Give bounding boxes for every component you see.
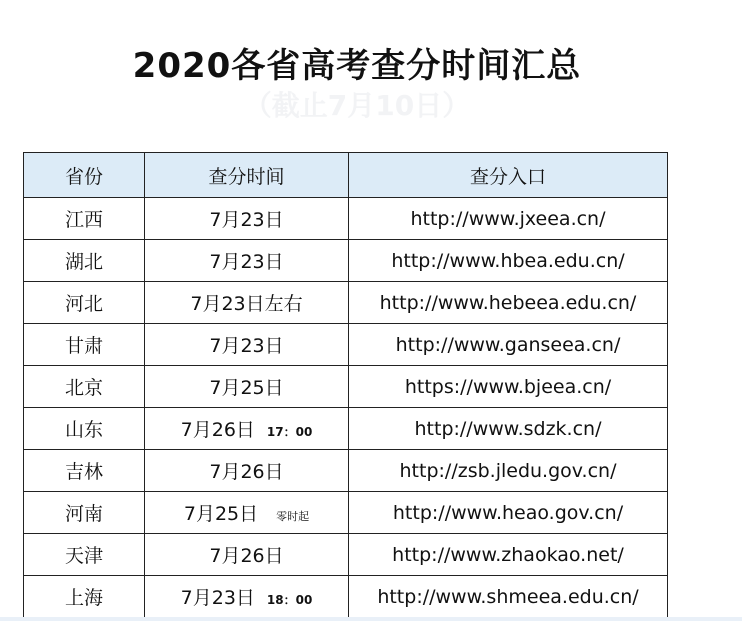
province-cell: 江西	[24, 198, 145, 240]
province-cell: 天津	[24, 534, 145, 576]
time-cell	[145, 282, 349, 324]
time-note: 零时起	[276, 510, 310, 523]
time-text: 7月25日	[183, 503, 259, 525]
url-link[interactable]: http://www.jxeea.cn/	[349, 198, 668, 240]
time-text: 7月26日	[209, 461, 284, 483]
table-row	[24, 366, 668, 408]
province-cell: 上海	[24, 576, 145, 618]
score-query-table	[23, 152, 668, 618]
province-cell: 河南	[24, 492, 145, 534]
url-link[interactable]: http://www.sdzk.cn/	[349, 408, 668, 450]
table-row	[24, 534, 668, 576]
time-cell	[145, 324, 349, 366]
table-row	[24, 492, 668, 534]
table-row	[24, 198, 668, 240]
time-cell	[145, 240, 349, 282]
time-cell	[145, 366, 349, 408]
province-cell: 吉林	[24, 450, 145, 492]
table-row	[24, 324, 668, 366]
time-cell	[145, 198, 349, 240]
header-query-time: 查分时间	[145, 153, 349, 198]
province-cell: 甘肃	[24, 324, 145, 366]
time-text: 7月25日	[209, 377, 284, 399]
time-text: 7月23日	[209, 335, 284, 357]
time-text: 7月23日左右	[190, 293, 303, 315]
table-row	[24, 282, 668, 324]
url-link[interactable]: https://www.bjeea.cn/	[349, 366, 668, 408]
province-cell: 河北	[24, 282, 145, 324]
time-note: 18：00	[266, 593, 313, 607]
url-link[interactable]: http://www.ganseea.cn/	[349, 324, 668, 366]
province-cell: 山东	[24, 408, 145, 450]
time-text: 7月26日	[209, 545, 284, 567]
table-header-row	[24, 153, 668, 198]
url-link[interactable]: http://zsb.jledu.gov.cn/	[349, 450, 668, 492]
table-row	[24, 408, 668, 450]
time-text: 7月26日	[180, 419, 255, 441]
time-cell	[145, 492, 349, 534]
page-subtitle: （截止7月10日）	[243, 89, 471, 122]
province-cell: 湖北	[24, 240, 145, 282]
url-link[interactable]: http://www.hebeea.edu.cn/	[349, 282, 668, 324]
table-row	[24, 450, 668, 492]
url-link[interactable]: http://www.shmeea.edu.cn/	[349, 576, 668, 618]
url-link[interactable]: http://www.heao.gov.cn/	[349, 492, 668, 534]
province-cell: 北京	[24, 366, 145, 408]
time-note: 17：00	[266, 425, 313, 439]
time-text: 7月23日	[209, 209, 284, 231]
url-link[interactable]: http://www.zhaokao.net/	[349, 534, 668, 576]
bottom-strip	[0, 617, 742, 621]
time-cell	[145, 534, 349, 576]
header-query-entry: 查分入口	[349, 153, 668, 198]
table-row	[24, 576, 668, 618]
table-row	[24, 240, 668, 282]
time-text: 7月23日	[180, 587, 255, 609]
page-title: 2020各省高考查分时间汇总	[132, 46, 582, 86]
time-text: 7月23日	[209, 251, 284, 273]
time-cell	[145, 576, 349, 618]
time-cell	[145, 408, 349, 450]
header-province: 省份	[24, 153, 145, 198]
url-link[interactable]: http://www.hbea.edu.cn/	[349, 240, 668, 282]
time-cell	[145, 450, 349, 492]
